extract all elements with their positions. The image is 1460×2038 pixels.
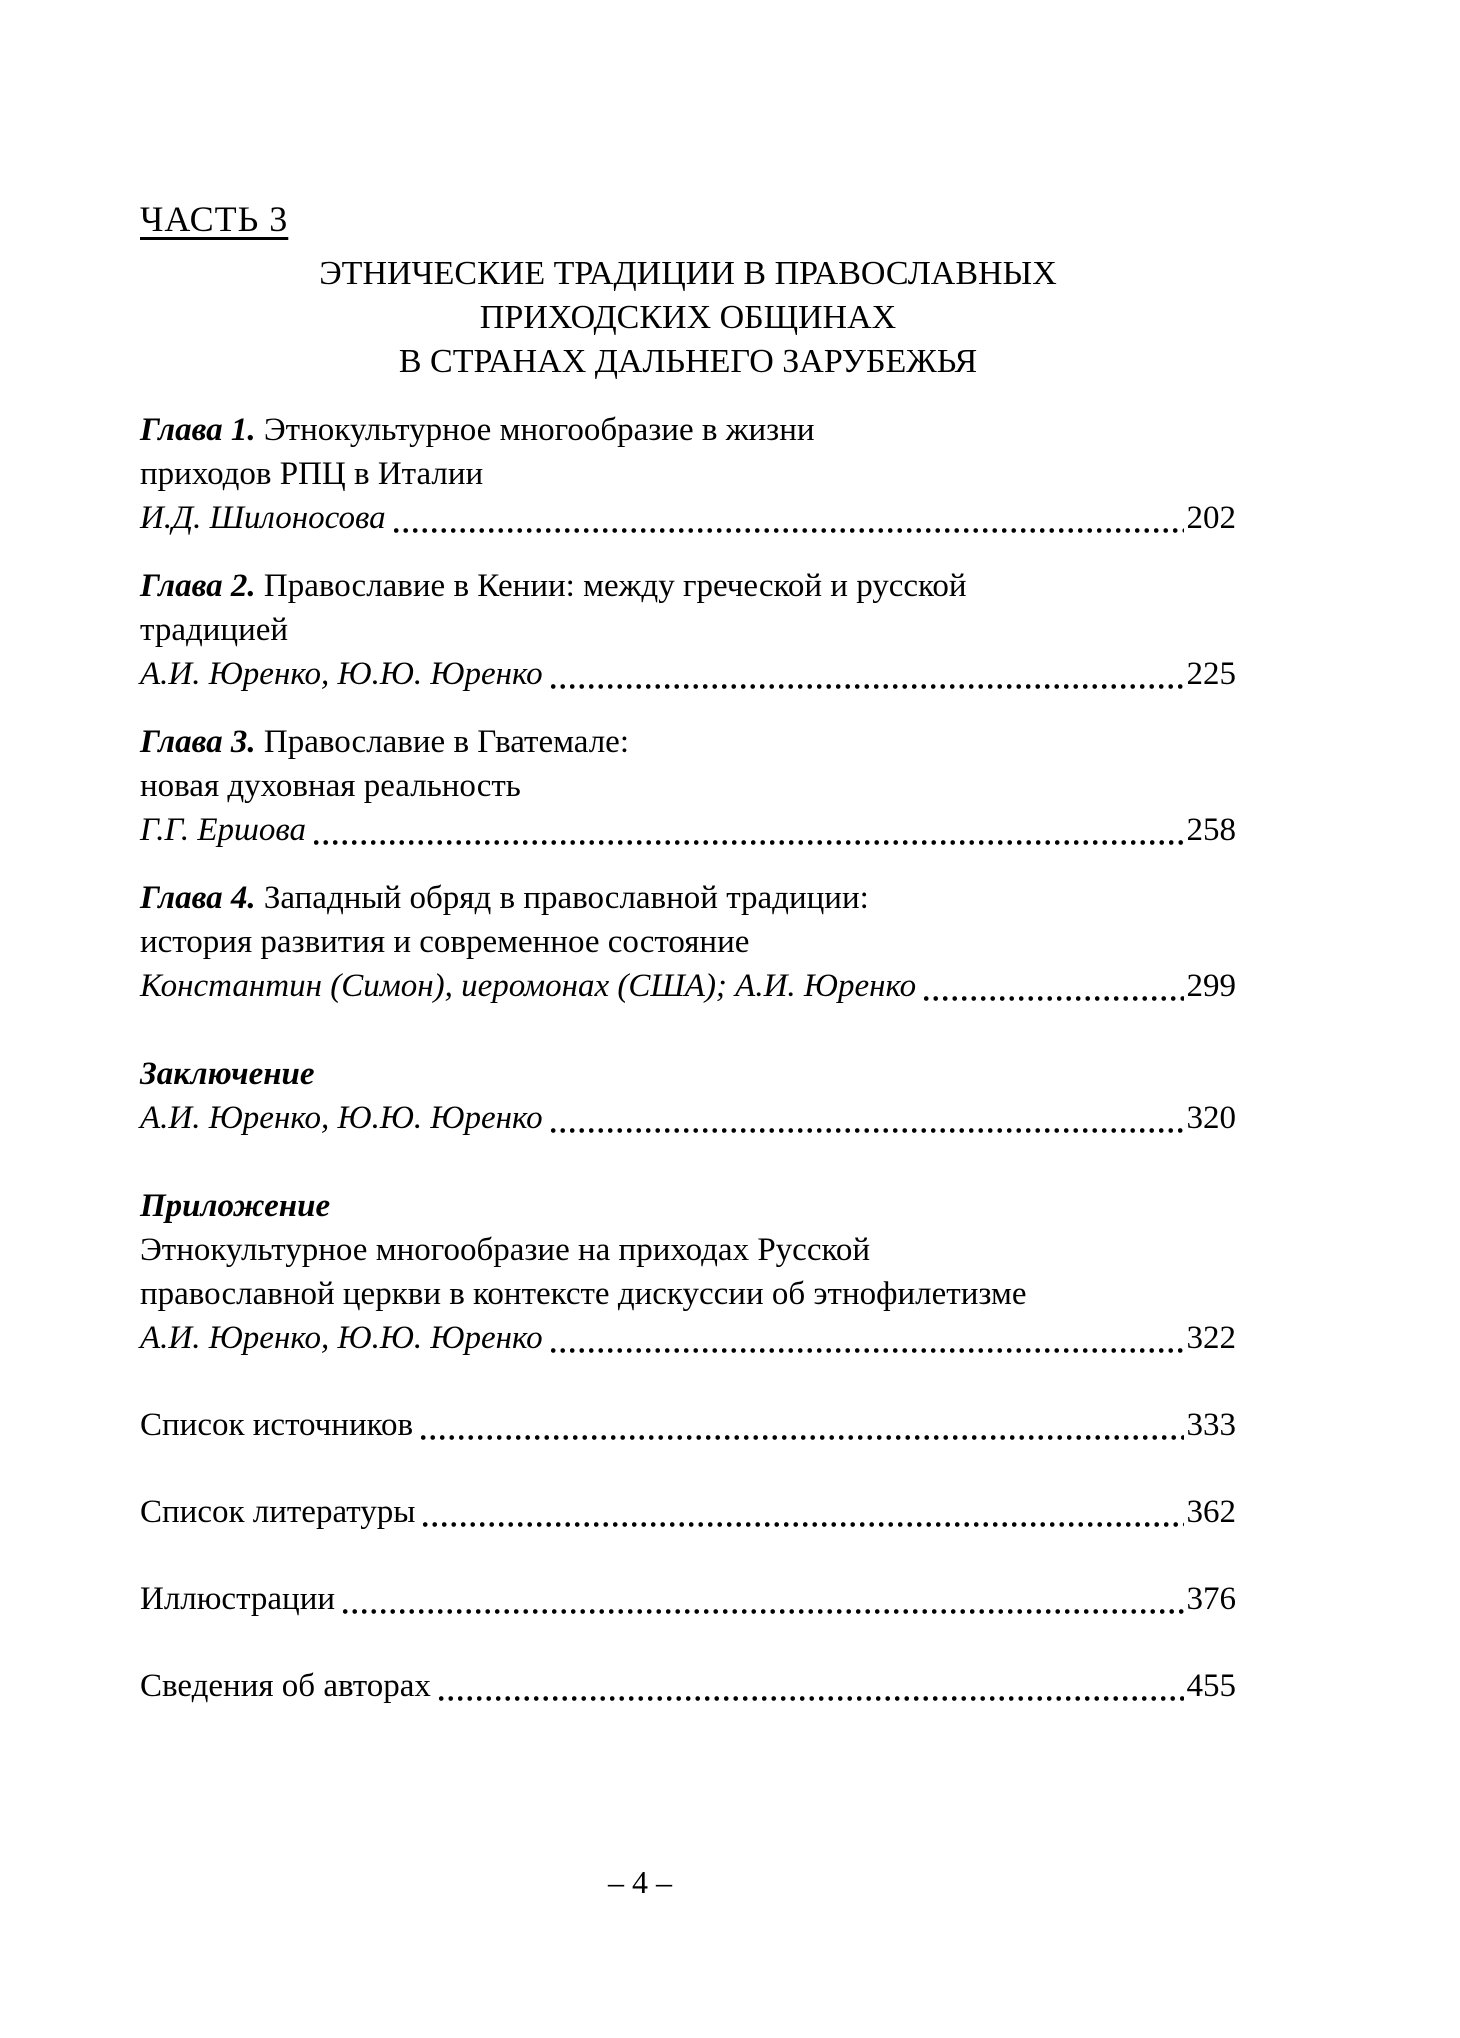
- page-number: 455: [1186, 1668, 1236, 1704]
- chapter-title-line: традицией: [140, 612, 289, 648]
- toc-entry-chapter-4: [140, 876, 1236, 1008]
- chapter-authors-line: [140, 964, 1236, 1008]
- page-number-footer: – 4 –: [608, 1864, 672, 1900]
- chapter-title-line: приходов РПЦ в Италии: [140, 456, 484, 492]
- dot-leader: [439, 1696, 1184, 1701]
- chapter-title-line: [140, 876, 1236, 920]
- page-number: 320: [1186, 1100, 1236, 1136]
- chapter-title: Этнокультурное многообразие в жизни: [263, 412, 815, 448]
- chapter-label: Глава 4.: [140, 880, 256, 916]
- dot-leader: [343, 1609, 1183, 1614]
- dot-leader: [551, 1348, 1184, 1353]
- part-label: ЧАСТЬ 3: [140, 199, 289, 239]
- dot-leader: [551, 1128, 1184, 1133]
- toc-entry-sources: [140, 1403, 1236, 1447]
- dot-leader: [394, 528, 1184, 533]
- chapter-title-line: [140, 408, 1236, 452]
- dot-leader: [314, 840, 1184, 845]
- chapter-title: Православие в Гватемале:: [263, 724, 629, 760]
- dot-leader: [551, 684, 1184, 689]
- appendix-authors: А.И. Юренко, Ю.Ю. Юренко: [140, 1320, 543, 1356]
- part-title-line-2: ПРИХОДСКИХ ОБЩИНАХ: [479, 299, 897, 336]
- chapter-authors: Константин (Симон), иеромонах (США); А.И. Юренко: [140, 968, 917, 1004]
- toc-entry-literature: [140, 1490, 1236, 1534]
- backmatter-title: Иллюстрации: [140, 1581, 336, 1617]
- page-number: 258: [1186, 812, 1236, 848]
- chapter-authors: Г.Г. Ершова: [140, 812, 306, 848]
- toc-content: [140, 196, 1236, 1708]
- chapter-title-line: история развития и современное состояние: [140, 924, 750, 960]
- page-number: 333: [1186, 1407, 1236, 1443]
- toc-entry-appendix: [140, 1184, 1236, 1360]
- dot-leader: [421, 1435, 1183, 1440]
- toc-entry-chapter-2: [140, 564, 1236, 696]
- chapter-title: Православие в Кении: между греческой и русской: [263, 568, 967, 604]
- toc-entry-chapter-3: [140, 720, 1236, 852]
- toc-entry-conclusion: [140, 1052, 1236, 1140]
- page-number: 225: [1186, 656, 1236, 692]
- chapter-label: Глава 1.: [140, 412, 256, 448]
- chapter-title-line: [140, 564, 1236, 608]
- appendix-title-line: православной церкви в контексте дискуссии об этнофилетизме: [140, 1276, 1027, 1312]
- appendix-title-line: Этнокультурное многообразие на приходах Русской: [140, 1232, 870, 1268]
- toc-entry-chapter-1: [140, 408, 1236, 540]
- toc-entry-authors-info: [140, 1664, 1236, 1708]
- part-title: [140, 252, 1236, 384]
- dot-leader: [924, 996, 1183, 1001]
- chapter-label: Глава 3.: [140, 724, 256, 760]
- chapter-authors-line: [140, 496, 1236, 540]
- chapter-authors: А.И. Юренко, Ю.Ю. Юренко: [140, 656, 543, 692]
- backmatter-title: Сведения об авторах: [140, 1668, 431, 1704]
- conclusion-authors: А.И. Юренко, Ю.Ю. Юренко: [140, 1100, 543, 1136]
- backmatter-title: Список источников: [140, 1407, 414, 1443]
- conclusion-label: Заключение: [140, 1056, 315, 1092]
- chapter-authors-line: [140, 808, 1236, 852]
- page-number: 322: [1186, 1320, 1236, 1356]
- conclusion-authors-line: [140, 1096, 1236, 1140]
- chapter-title: Западный обряд в православной традиции:: [263, 880, 869, 916]
- part-title-line-1: ЭТНИЧЕСКИЕ ТРАДИЦИИ В ПРАВОСЛАВНЫХ: [319, 255, 1057, 292]
- toc-entry-illustrations: [140, 1577, 1236, 1621]
- page-number: 362: [1186, 1494, 1236, 1530]
- backmatter-title: Список литературы: [140, 1494, 416, 1530]
- chapter-title-line: [140, 720, 1236, 764]
- page-number: 202: [1186, 500, 1236, 536]
- page-number: 299: [1186, 968, 1236, 1004]
- chapter-authors-line: [140, 652, 1236, 696]
- chapter-label: Глава 2.: [140, 568, 256, 604]
- part-title-line-3: В СТРАНАХ ДАЛЬНЕГО ЗАРУБЕЖЬЯ: [398, 343, 978, 380]
- appendix-authors-line: [140, 1316, 1236, 1360]
- page-number: 376: [1186, 1581, 1236, 1617]
- chapter-title-line: новая духовная реальность: [140, 768, 521, 804]
- appendix-label: Приложение: [140, 1188, 331, 1224]
- chapter-authors: И.Д. Шилоносова: [140, 500, 386, 536]
- dot-leader: [423, 1522, 1183, 1527]
